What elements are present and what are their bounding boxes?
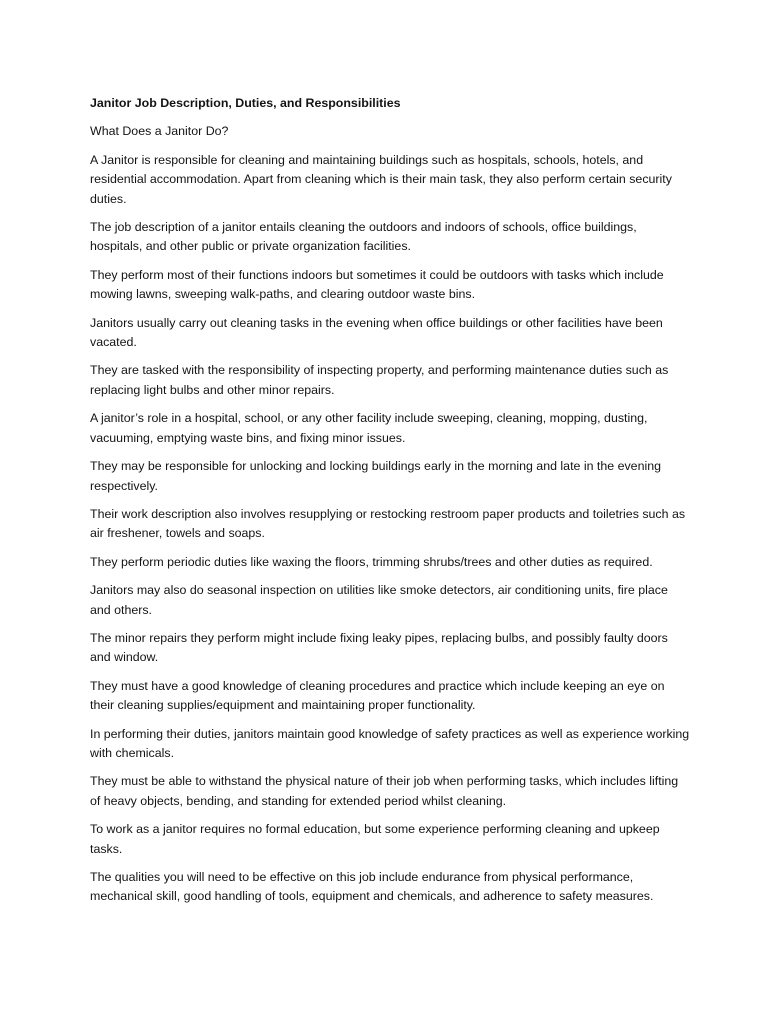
paragraph: Janitors usually carry out cleaning tasks in the evening when office buildings or other facilities have been vacated. xyxy=(90,315,663,350)
paragraph: In performing their duties, janitors maintain good knowledge of safety practices as well as experience working with chemicals. xyxy=(90,726,690,760)
paragraph: They must have a good knowledge of cleaning procedures and practice which include keeping an eye on their cleaning supplies/equipment and maintaining proper functionality. xyxy=(90,678,665,713)
paragraph: To work as a janitor requires no formal education, but some experience performing cleaning and upkeep tasks. xyxy=(90,822,660,856)
paragraph: A Janitor is responsible for cleaning and maintaining buildings such as hospitals, schools, hotels, and residential accommodation. Apart from cleaning which is their main task, they also perform certain security duties. xyxy=(90,152,672,206)
paragraph: The minor repairs they perform might include fixing leaky pipes, replacing bulbs, and possibly faulty doors and window. xyxy=(90,630,668,665)
paragraph: The qualities you will need to be effective on this job include endurance from physical performance, mechanical skill, good handling of tools, equipment and chemicals, and adherence to safety measures. xyxy=(90,870,654,904)
paragraph: They are tasked with the responsibility of inspecting property, and performing maintenance duties such as replacing light bulbs and other minor repairs. xyxy=(90,363,669,397)
document-page xyxy=(90,94,690,916)
paragraph: Janitors may also do seasonal inspection on utilities like smoke detectors, air conditioning units, fire place and others. xyxy=(90,583,668,617)
paragraph: The job description of a janitor entails cleaning the outdoors and indoors of schools, office buildings, hospitals, and other public or private organization facilities. xyxy=(90,220,637,254)
paragraph: Their work description also involves resupplying or restocking restroom paper products and toiletries such as air freshener, towels and soaps. xyxy=(90,506,686,541)
document-title: Janitor Job Description, Duties, and Responsibilities xyxy=(90,96,401,110)
paragraph: They may be responsible for unlocking and locking buildings early in the morning and late in the evening respectively. xyxy=(90,459,662,493)
paragraph: They perform most of their functions indoors but sometimes it could be outdoors with tasks which include mowing lawns, sweeping walk-paths, and clearing outdoor waste bins. xyxy=(90,267,664,302)
document-subtitle: What Does a Janitor Do? xyxy=(90,124,229,139)
paragraph: A janitor’s role in a hospital, school, or any other facility include sweeping, cleaning, mopping, dusting, vacuuming, emptying waste bins, and fixing minor issues. xyxy=(90,411,648,445)
paragraph: They perform periodic duties like waxing the floors, trimming shrubs/trees and other duties as required. xyxy=(90,554,653,569)
paragraph: They must be able to withstand the physical nature of their job when performing tasks, which includes lifting of heavy objects, bending, and standing for extended period whilst cleaning. xyxy=(90,774,679,808)
